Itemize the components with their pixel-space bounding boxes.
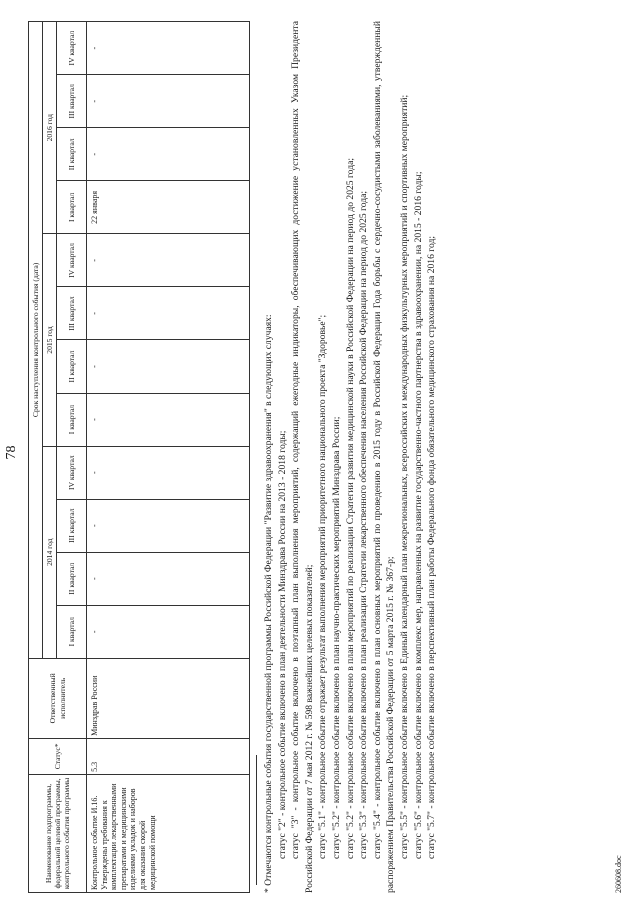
header-quarter: II квартал xyxy=(57,340,87,393)
cell-2015-q4: - xyxy=(87,234,250,287)
cell-2015-q1: - xyxy=(87,393,250,446)
control-event-name: Контрольное событие И.16. Утверждены требования к комплектации лекарственными препаратами и медицинскими изделиями укладок и наборов для оказания скорой медицинской помощи xyxy=(87,774,250,892)
cell-2014-q4: - xyxy=(87,446,250,499)
footnote-intro: * Отмечаются контрольные события государственной программы Российской Федерации "Развитие здравоохранения" в следующих случаях: xyxy=(263,314,274,893)
cell-2014-q2: - xyxy=(87,552,250,605)
footnote-status: статус "5.7" - контрольное событие включено в перспективный план работы Федерального фонда обязательного медицинского страхования на 2016 год; xyxy=(426,235,438,859)
header-quarter: III квартал xyxy=(57,287,87,340)
footnote-status: статус "5.6" - контрольное событие включено в комплекс мер, направленных на развитие государственно-частного партнерства в здравоохранении, на 2015 - 2016 годы; xyxy=(412,171,424,859)
cell-2016-q3: - xyxy=(87,75,250,128)
header-quarter: IV квартал xyxy=(57,234,87,287)
header-quarter: I квартал xyxy=(57,181,87,234)
header-quarter: II квартал xyxy=(57,128,87,181)
control-events-table xyxy=(28,21,250,893)
footnotes xyxy=(262,21,439,893)
header-year-2015: 2015 год xyxy=(43,234,57,446)
header-quarter: I квартал xyxy=(57,605,87,658)
header-row-top xyxy=(29,22,43,893)
header-quarter: I квартал xyxy=(57,393,87,446)
cell-2016-q1: 22 января xyxy=(87,181,250,234)
footnote-status: статус "5.2" - контрольное событие включено в план мероприятий по реализации Стратегии развития медицинской науки в Российской Федерации на период до 2025 года; xyxy=(344,157,356,859)
footnote-status: статус "5.2" - контрольное событие включено в план научно-практических мероприятий Минздрава России; xyxy=(331,416,343,859)
header-status: Статус* xyxy=(29,738,87,774)
cell-2015-q2: - xyxy=(87,340,250,393)
header-quarter: IV квартал xyxy=(57,446,87,499)
cell-2014-q3: - xyxy=(87,499,250,552)
control-event-status: 5.3 xyxy=(87,738,250,774)
cell-2014-q1: - xyxy=(87,605,250,658)
footnote-status: статус "5.3" - контрольное событие включено в план реализации Стратегии лекарственного обеспечения населения Российской Федерации на период до 2025 года; xyxy=(358,190,370,859)
footnote-divider xyxy=(256,755,257,885)
footnote-status: статус "5.4" - контрольное событие включено в план основных мероприятий по проведению в 2015 году в Российской Федерации Года борьбы с сердечно-сосудистыми заболеваниями, утвержденный распоряжением Правительства Российской Федерации от 5 марта 2015 г. № 367-р; xyxy=(371,21,397,893)
table-row xyxy=(87,22,250,893)
header-quarter: IV квартал xyxy=(57,22,87,75)
page-number: 78 xyxy=(4,445,19,460)
footnote-status: статус "5.5" - контрольное событие включено в Единый календарный план межрегиональных, всероссийских и международных физкультурных мероприятий и спортивных мероприятий; xyxy=(399,94,411,859)
cell-2016-q4: - xyxy=(87,22,250,75)
footnote-status: статус "2" - контрольное событие включено в план деятельности Минздрава России на 2013 - 2018 годы; xyxy=(276,430,288,859)
cell-2016-q2: - xyxy=(87,128,250,181)
header-year-2016: 2016 год xyxy=(43,22,57,234)
header-quarter: II квартал xyxy=(57,552,87,605)
footnote-status: статус "3" - контрольное событие включено в поэтапный план выполнения мероприятий, содержащий ежегодные индикаторы, обеспечивающих достижение установленных Указом Президента Российской Федерации от 7 мая 2012 г. № 598 важнейших целевых показателей; xyxy=(290,21,315,893)
header-responsible: Ответственный исполнитель xyxy=(29,658,87,738)
header-name: Наименование подпрограммы, федеральной целевой программы, контрольного события программы xyxy=(29,774,87,892)
header-quarter: III квартал xyxy=(57,75,87,128)
header-quarter: III квартал xyxy=(57,499,87,552)
header-year-2014: 2014 год xyxy=(43,446,57,658)
control-event-responsible: Минздрав России xyxy=(87,658,250,738)
footnote-status: статус "5.1" - контрольное событие отражает результат выполнения мероприятий приоритетного национального проекта "Здоровье"; xyxy=(317,314,329,859)
cell-2015-q3: - xyxy=(87,287,250,340)
document-code: 260608.doc xyxy=(614,855,623,893)
header-deadline: Срок наступления контрольного события (дата) xyxy=(29,22,43,659)
